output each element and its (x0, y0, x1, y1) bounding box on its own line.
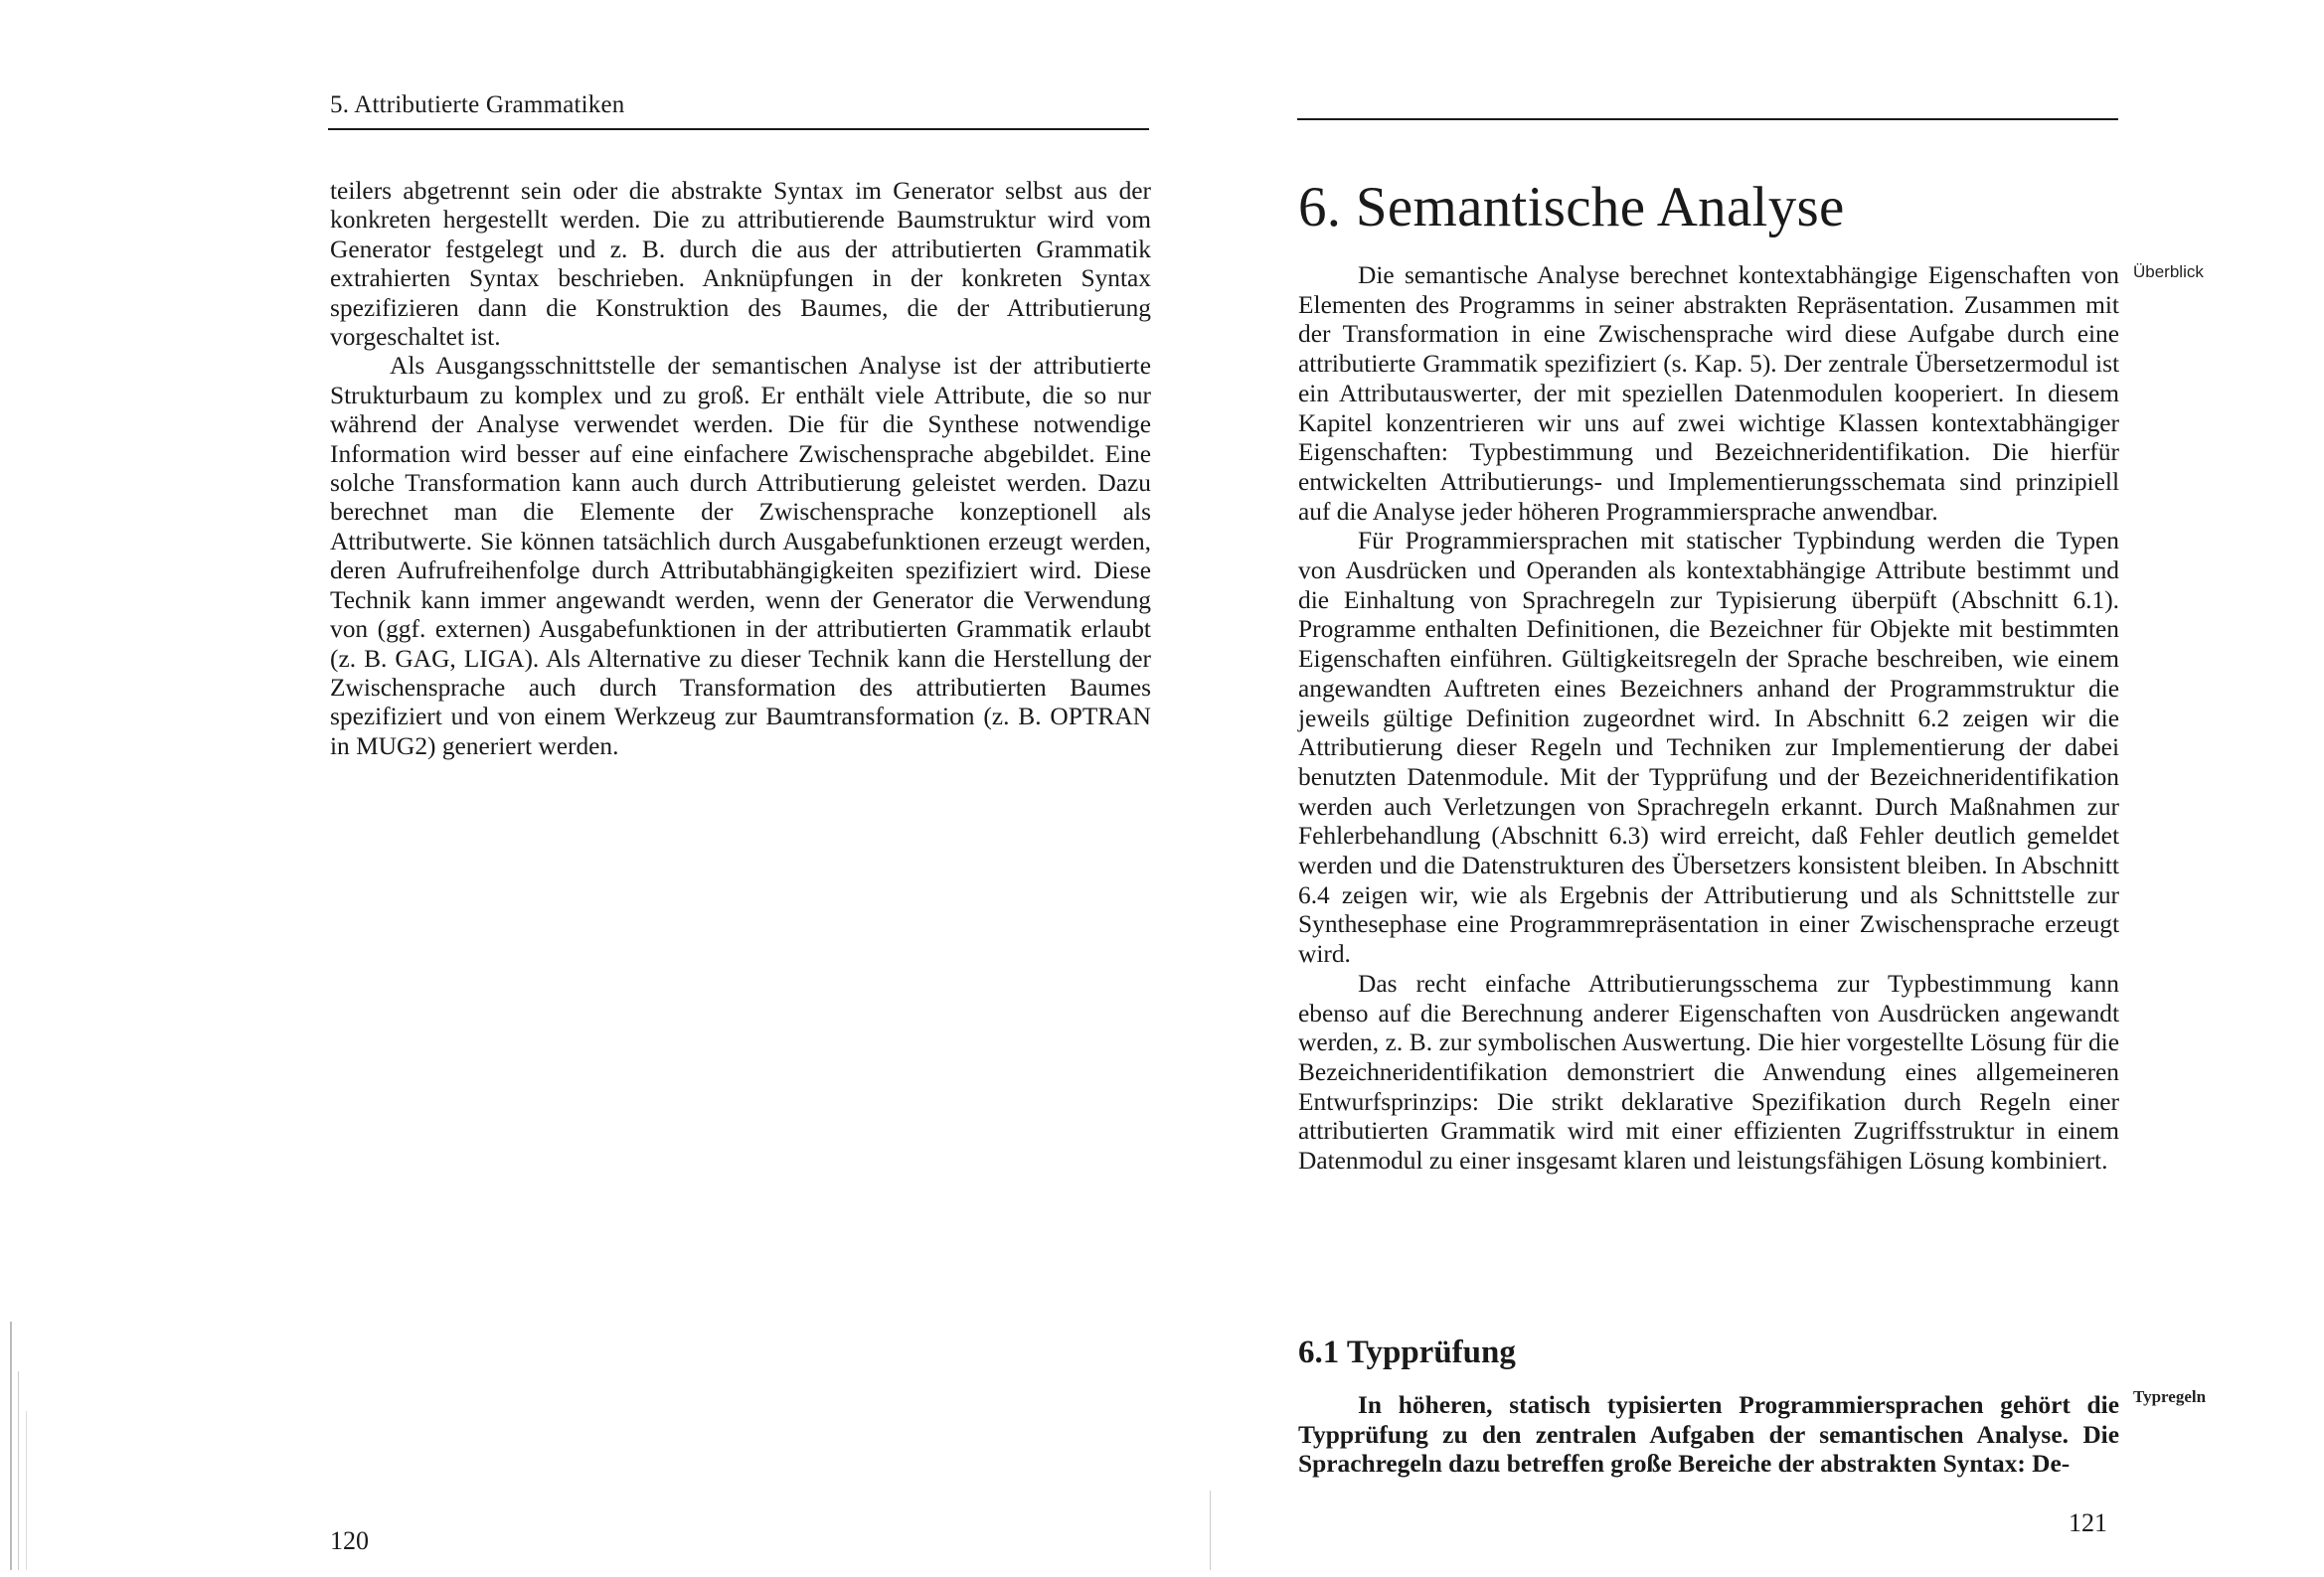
scan-artifact (10, 1322, 12, 1570)
paragraph: Als Ausgangsschnittstelle der semantischen Analyse ist der attributierte Strukturbaum zu komplex und zu groß. Er enthält viele Attribute, die so nur während der Analyse verwendet werden. Die für die Synthese notwendige Information wird besser auf eine einfachere Zwischensprache abgebildet. Eine solche Transformation kann auch durch Attributierung geleistet werden. Dazu berechnet man die Elemente der Zwischensprache konzeptionell als Attributwerte. Sie können tatsächlich durch Ausgabefunktionen erzeugt werden, deren Aufrufreihenfolge durch Attributabhängigkeiten spezifiziert wird. Diese Technik kann immer angewandt werden, wenn der Generator die Verwendung von (ggf. externen) Ausgabefunktionen in der attributierten Grammatik erlaubt (z. B. GAG, LIGA). Als Alternative zu dieser Technik kann die Herstellung der Zwischensprache auch durch Transformation des attributierten Baumes spezifiziert und von einem Werkzeug zur Baumtransformation (z. B. OPTRAN in MUG2) generiert werden. (330, 352, 1151, 760)
margin-note: Typregeln (2133, 1387, 2207, 1406)
header-rule (1297, 118, 2118, 120)
section-body (1298, 1391, 2119, 1480)
section-title: 6.1 Typprüfung (1298, 1335, 1516, 1370)
running-head: 5. Attributierte Grammatiken (330, 91, 625, 118)
paragraph: Für Programmiersprachen mit statischer Typbindung werden die Typen von Ausdrücken und Operanden als kontextabhängige Attribute bestimmt und die Einhaltung von Sprachregeln zur Typisierung überpüft (Abschnitt 6.1). Programme enthalten Definitionen, die Bezeichner für Objekte mit bestimmten Eigenschaften einführen. Gültigkeitsregeln der Sprache beschreiben, wie einem angewandten Auftreten eines Bezeichners anhand der Programmstruktur die jeweils gültige Definition zugeordnet wird. In Abschnitt 6.2 zeigen wir die Attributierung dieser Regeln und Techniken zur Implementierung der dabei benutzten Datenmodule. Mit der Typprüfung und der Bezeichneridentifikation werden auch Verletzungen von Sprachregeln erkannt. Durch Maßnahmen zur Fehlerbehandlung (Abschnitt 6.3) wird erreicht, daß Fehler deutlich gemeldet werden und die Datenstrukturen des Übersetzers konsistent bleiben. In Abschnitt 6.4 zeigen wir, wie als Ergebnis der Attributierung und als Schnittstelle zur Synthesephase eine Programmrepräsentation in einer Zwischensprache erzeugt wird. (1298, 527, 2119, 969)
scan-artifact (18, 1371, 19, 1570)
header-rule (328, 128, 1149, 130)
right-page-body (1298, 261, 2119, 1177)
paragraph: Die semantische Analyse berechnet kontextabhängige Eigenschaften von Elementen des Programms in seiner abstrakten Repräsentation. Zusammen mit der Transformation in eine Zwischensprache wird diese Aufgabe durch eine attributierte Grammatik spezifiziert (s. Kap. 5). Der zentrale Übersetzermodul ist ein Attributauswerter, der mit speziellen Datenmodulen kooperiert. In diesem Kapitel konzentrieren wir uns auf zwei wichtige Klassen kontextabhängiger Eigenschaften: Typbestimmung und Bezeichneridentifikation. Die hierfür entwickelten Attributierungs- und Implementierungsschemata sind prinzipiell auf die Analyse jeder höheren Programmiersprache anwendbar. (1298, 261, 2119, 526)
scan-artifact (1210, 1491, 1211, 1570)
right-page (1162, 0, 2324, 1577)
margin-note: Überblick (2133, 262, 2204, 281)
page-number: 121 (2069, 1508, 2107, 1537)
paragraph: Das recht einfache Attributierungsschema zur Typbestimmung kann ebenso auf die Berechnung anderer Eigenschaften von Ausdrücken angewandt werden, z. B. zur symbolischen Auswertung. Die hier vorgestellte Lösung für die Bezeichneridentifikation demonstriert die Anwendung eines allgemeineren Entwurfsprinzips: Die strikt deklarative Spezifikation durch Regeln einer attributierten Grammatik wird mit einer effizienten Zugriffsstruktur in einem Datenmodul zu einer insgesamt klaren und leistungsfähigen Lösung kombiniert. (1298, 969, 2119, 1176)
paragraph: In höheren, statisch typisierten Programmiersprachen gehört die Typprüfung zu den zentralen Aufgaben der semantischen Analyse. Die Sprachregeln dazu betreffen große Bereiche der abstrakten Syntax: De- (1298, 1391, 2119, 1479)
scan-artifact (26, 1411, 27, 1570)
left-page-body (330, 177, 1151, 761)
page-number: 120 (330, 1526, 369, 1555)
paragraph: teilers abgetrennt sein oder die abstrakte Syntax im Generator selbst aus der konkreten hergestellt werden. Die zu attributierende Baumstruktur wird vom Generator festgelegt und z. B. durch die aus der attributierten Grammatik extrahierten Syntax beschrieben. Anknüpfungen in der konkreten Syntax spezifizieren dann die Konstruktion des Baumes, die der Attributierung vorgeschaltet ist. (330, 177, 1151, 352)
chapter-title: 6. Semantische Analyse (1298, 176, 1845, 238)
